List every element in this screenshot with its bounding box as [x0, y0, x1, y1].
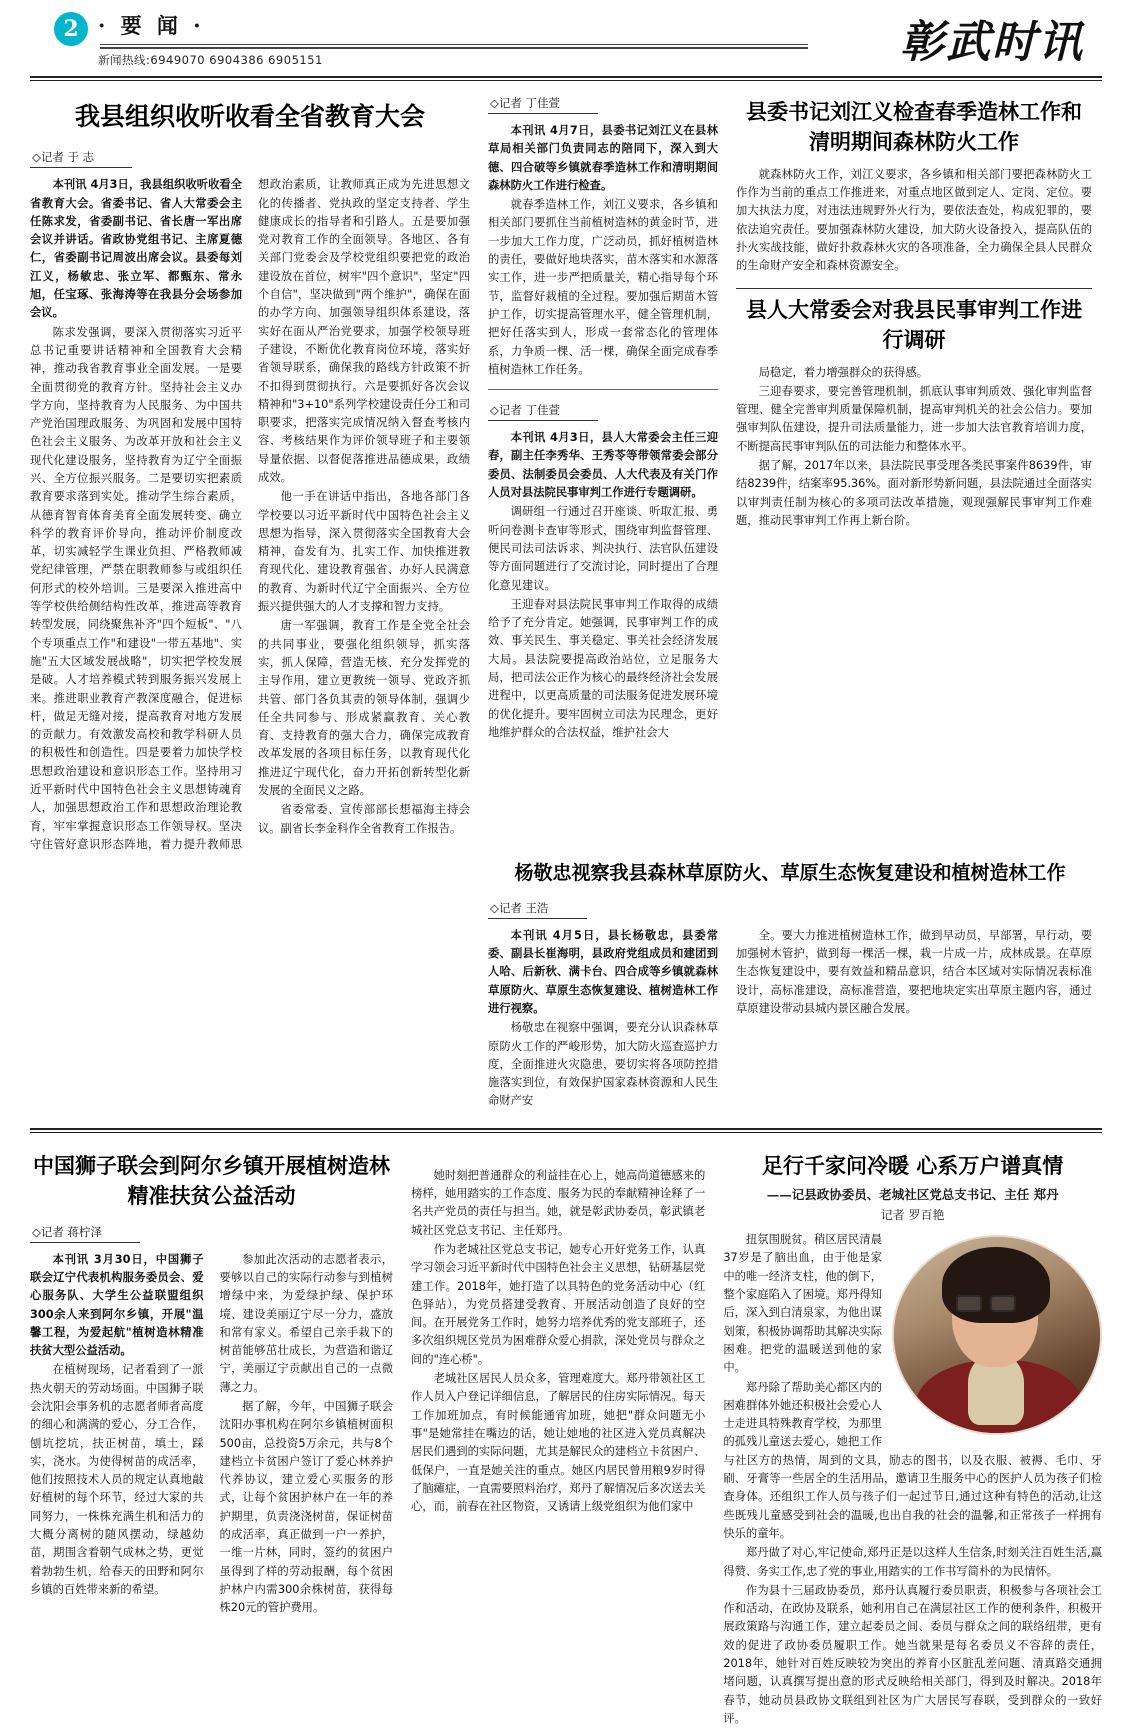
top-section	[24, 91, 1108, 854]
masthead	[24, 0, 1108, 72]
top-divider-thick	[30, 76, 1102, 78]
article-paragraph: 就春季造林工作，刘江义要求，各乡镇和相关部门要抓住当前植树造林的黄金时节，进一步加大工作力度，广泛动员，抓好植树造林的责任，要做好地块落实，苗木落实和水源落实工作，进一步严把质量关，精心指导每个环节，监督好栽植的全过程。要加强后期苗木管护工作，切实提高管理水平，健全管理机制，把好任落实到人，形成一套常态化的管理体系，力争质一棵、活一棵，确保全面完成春季植树造林工作任务。	[488, 198, 718, 376]
article-body-col1	[488, 927, 718, 1112]
article-headline: 中国狮子联会到阿尔乡镇开展植树造林精准扶贫公益活动	[33, 1152, 390, 1209]
article-subheadline: ——记县政协委员、老城社区党总支书记、主任 郑丹	[766, 1187, 1059, 1203]
article-body	[736, 364, 1092, 531]
article-paragraph: 老城社区居民人员众多，管理难度大。郑丹带领社区工作人员入户登记详细信息，了解居民的住房实际情况。每天工作加班加点，有时候能通宵加班，她把"群众问题无小事"是她常挂在嘴边的话，她让她地的社区进入党员真解决居民们遇到的实际问题，尤其是解民众的建档立卡贫困户、低保户，一直是她关注的重点。她区内居民曾用粮9岁时得了脑瘫症，一直需要照料治疗，郑丹了解情况后多次送去关心，而，前春在社区物资，又诱请上级党组织为他们家中	[411, 1372, 706, 1514]
article-paragraph: 郑丹做了对心,牢记使命,郑丹正是以这样人生信条,时刻关注百姓生活,赢得赞、务实工作,忠了党的事业,用踏实的工作书写简朴的为民情怀。	[723, 1546, 1102, 1578]
article-spring-afforestation-col1	[488, 91, 718, 379]
article-body	[488, 429, 718, 742]
article-headline: 杨敬忠视察我县森林草原防火、草原生态恢复建设和植树造林工作	[514, 862, 1066, 885]
article-spring-afforestation	[736, 97, 1092, 276]
article-body	[736, 166, 1092, 276]
article-paragraph: 她时刻把普通群众的利益挂在心上，她高尚道德感来的榜样，她用踏实的工作态度、服务为民的奉献精神诠释了一名共产党员的责任与担当。她，就是彰武协委员，彰武镇老城社区党总支书记、主任郑丹。	[411, 1168, 706, 1237]
article-byline: ◇记者 蒋柠泽	[30, 1224, 140, 1243]
paper-title: 彰武时讯	[900, 17, 1084, 68]
article-zhengdan	[723, 1145, 1102, 1729]
middle-column	[488, 91, 718, 854]
article-paragraph: 作为老城社区党总支书记，她专心开好党务工作，认真学习领会习近平新时代中国特色社会主义思想，钻研基层党建工作。2018年，她打造了以具特色的党务活动中心（红色驿站），为党员搭建受教育、开展活动创造了良好的空间。在开展党务工作时，她努力培养优秀的党支部班子，还多次组织规区党员为困难群众爱心捐款，深处党员与群众之间的"连心桥"。	[411, 1242, 706, 1366]
spacer-left	[30, 854, 470, 1112]
article-body-col2	[736, 927, 1092, 1112]
photo-glasses-left	[956, 1295, 982, 1312]
article-headline: 县委书记刘江义检查春季造林工作和清明期间森林防火工作	[746, 99, 1082, 155]
article-headline: 县人大常委会对我县民事审判工作进行调研	[746, 296, 1082, 353]
article-paragraph: 他一手在讲话中指出，各地各部门各学校要以习近平新时代中国特色社会主义思想为指导，深入贯彻落实全国教育大会精神，奋发有为、扎实工作、加快推进教育现代化、建设教育强省、办好人民满意的教育、为新时代辽宁全面振兴、全方位振兴提供强大的人才支撑和智力支持。	[258, 490, 470, 614]
bottom-divider-thin	[30, 1132, 1102, 1133]
article-lead: 本刊讯 4月7日，县委书记刘江义在县林草局相关部门负责同志的陪同下，深入到大德、四合破等乡镇就春季造林工作和清明期间森林防火工作进行检查。	[488, 124, 718, 192]
article-headline: 我县组织收听收看全省教育大会	[74, 102, 425, 131]
article-civil-trial-col1	[488, 398, 718, 742]
article-lions-club-afforestation	[30, 1145, 393, 1729]
article-paragraph: 三迎春要求，要完善管理机制，抓底认事审判质效、强化审判监督管理、健全完善审判质量保障机制，提高审判机关的社会公信力。要加强审判队伍建设，提升司法质量能力，进一步加大法官教育培训力度，不断提高民事审判队伍的司法能力和整体水平。	[736, 384, 1092, 453]
article-paragraph: 王迎春对县法院民事审判工作取得的成绩给予了充分肯定。她强调，民事审判工作的成效、事关民生、事关稳定、事关社会经济发展大局。县法院要提高政治站位，立足服务大局，把司法公正作为核心的最终经济社会发展进程中，以更高质量的司法服务促进发展环境的优化提升。要牢固树立司法为民理念，更好地维护群众的合法权益，维护社会大	[488, 597, 718, 739]
article-byline: ◇记者 于 志	[30, 149, 132, 168]
masthead-rule-bottom	[100, 47, 808, 49]
right-column	[736, 91, 1092, 854]
article-paragraph: 郑丹除了帮助美心都区内的困难群体外她还积极社会爱心人士走进具特殊教育学校，为那里的孤残儿童送去爱心，她把工作与社区方的热情，周到的文具，励志的图书，以及衣服、被褥、毛巾、牙刷、牙膏等一些居全的生活用品，邀请卫生服务中心的医护人员为孩子们检查身体。还组织工作人员与孩子们一起过节日,通过这种有特色的活动,让这些既残儿童感受到社会的温暖,也出自我的社会的温馨,和正常孩子一样拥有快乐的童年。	[723, 1380, 1102, 1540]
article-body	[411, 1167, 705, 1517]
article-paragraph: 调研组一行通过召开座谈、听取汇报、勇听问卷测卡查审等形式，围绕审判监督管理、便民司法司法诉求、判决执行、法官队伍建设等方面同题进行了交流讨论，同时提出了合理化意见建议。	[488, 505, 718, 592]
article-province-education-meeting	[30, 91, 470, 854]
article-byline: 记者 罗百艳	[880, 1208, 945, 1223]
portrait-photo	[892, 1235, 1102, 1435]
section-header	[98, 10, 323, 68]
article-lead: 本刊讯 3月30日，中国狮子联会辽宁代表机构服务委员会、爱心服务队、大学生公益联盟组织300余人来到阿尔乡镇，开展"温馨工程，为爱起航"植树造林精准扶贫大型公益活动。	[30, 1252, 204, 1358]
article-body	[30, 176, 470, 854]
page-number-badge: 2	[54, 12, 88, 46]
top-divider-thin	[30, 80, 1102, 81]
article-byline: ◇记者 丁佳萱	[488, 95, 598, 114]
article-paragraph: 杨敬忠在视察中强调，要充分认识森林草原防火工作的严峻形势，加大防火巡查巡护力度，全面推进火灾隐患，要切实将各项防控措施落实到位，有效保护国家森林资源和人民生命财产安	[488, 1021, 718, 1108]
article-paragraph: 唐一军强调，教育工作是全党全社会的共同事业，要强化组织领导，抓实落实，抓人保障，营造无核、充分发挥党的主导作用，建立更教统一领导、党政齐抓共管、部门各负其责的领导体制，强调少任全共同参与、形成紧赢教育、关心教育、支持教育的强大合力，确保完成教育改革发展的各项目标任务，以教育现代化推进辽宁现代化，奋力开拓创新转型化新发展的全面民义之路。	[258, 619, 470, 798]
article-forest-inspection	[488, 854, 1092, 1112]
article-body	[488, 927, 1092, 1112]
article-byline: ◇记者 丁佳萱	[488, 402, 598, 421]
article-paragraph: 局稳定，着力增强群众的获得感。	[758, 365, 929, 379]
article-forest-inspection-wrap	[24, 854, 1108, 1112]
article-paragraph: 省委常委、宣传部部长想福海主持会议。副省长李金科作全省教育工作报告。	[258, 803, 470, 835]
photo-glasses-right	[990, 1295, 1016, 1312]
bottom-section	[24, 1145, 1108, 1729]
article-headline: 足行千家问冷暖 心系万户谱真情	[762, 1152, 1064, 1178]
news-hotline: 新闻热线:6949070 6904386 6905151	[98, 53, 323, 67]
article-paragraph: 据了解，2017年以来，县法院民事受理各类民事案件8639件，审结8239件，结案率95.36%。面对新形势新问题，县法院通过全面落实以审判责任制为核心的多项司法改革措施，观现强解民事审判工作难题，推动民事审判工作再上新台阶。	[736, 459, 1092, 527]
section-title: · 要 闻 ·	[98, 13, 205, 38]
article-paragraph: 扭氛围脱贫。稍区居民清晨37岁是了脑出血，由于他是家中的唯一经济支柱，他的倒下，整个家庭陷入了困境。郑丹得知后，深入到白清泉家，为他出谋划策，积极协调帮助其解决实际困难。把党的温暖送到他的家中。	[723, 1233, 882, 1375]
article-zhengdan-col1	[411, 1145, 705, 1729]
article-paragraph: 作为县十三届政协委员，郑丹认真履行委员职责，积极参与各项社会工作和活动，在政协及联系，她利用自己在满层社区工作的便利条件，积极开展政策路与沟通工作，建立起委员之间、委员与群众之间的联络纽带，更有效的促进了政协委员履职工作。她当就果是每名委员义不容辞的责任，2018年，她针对百姓反映较为突出的养育小区脏乱差问题、清真路交通拥堵问题，认真撰写提出意的形式反映给相关部门，得到及时解决。2018年春节，她动员县政协文联组到社区为广大居民写春联，受到群众的一致好评。	[723, 1583, 1102, 1725]
article-lead: 本刊讯 4月3日，县人大常委会主任三迎春，副主任李秀华、王秀苓等带领常委会部分委员、法制委员会委员、人大代表及有关门作人员对县法院民事审判工作进行专题调研。	[488, 431, 718, 500]
article-lead: 本刊讯 4月5日，县长杨敬忠，县委常委、副县长崔海明，县政府党组成员和建团到人哈、后新秋、满卡台、四合成等乡镇就森林草原防火、草原生态恢复建设、植树造林工作进行视察。	[488, 928, 718, 1015]
article-paragraph: 据了解，今年，中国狮子联会沈阳办事机构在阿尔乡镇植树面积500亩，总投资5万余元，共与8个建档立卡贫困户签订了爱心林养护代养协议，建立爱心买服务的形式，让每个贫困护林户在一年的养护期里，负责浇浇树苗，保证树苗的成活率，真正做到一户一养护，一维一片林，同时，签约的贫困户虽得到了样的劳动报酬，每个贫困护林户内需300余株树苗，获得每株20元的管护费用。	[219, 1400, 393, 1615]
article-byline: ◇记者 王浩	[488, 900, 587, 919]
column-divider	[488, 389, 718, 390]
article-divider	[736, 288, 1092, 289]
article-paragraph: 全。要大力推进植树造林工作，做到早动员，早部署，早行动，要加强树木管护，做到每一棵活一棵，栽一片成一片，成林成景。在草原生态恢复建设中，要有效益和精品意识，结合本区域对实际情况表标准设计，高标准建设，高标准营造，要把地块定实出草原主题内容，通过草原建设带动县城内景区融合发展。	[736, 928, 1092, 1015]
masthead-rule-top	[100, 44, 808, 45]
article-paragraph: 在植树现场，记者看到了一派热火朝天的劳动场面。中国狮子联会沈阳会事务机的志愿者师者高度的细心和满满的爱心，分工合作，刨坑挖坑，扶正树苗，填土，踩实，浇水。为使得树苗的成活率，他们按照技术人员的规定认真地敲好植树的每个环节，经过大家的共同努力，一株株充满生机和活力的大概分离树的随风摆动，绿越幼苗，期围含着朝气成林之势，更觉着勃勃生机，给春天的田野和阿尔乡镇的百姓带来新的希望。	[30, 1363, 204, 1596]
article-body	[488, 122, 718, 379]
article-paragraph: 参加此次活动的志愿者表示，要够以自己的实际行动参与到植树增绿中来，为爱绿护绿、保护环境、建设美丽辽宁尽一分力，盛放和常有家义。希望自己亲手栽下的树苗能够茁壮成长，为营造和谐辽宁，美丽辽宁贡献出自己的一点微薄之力。	[219, 1252, 393, 1394]
bottom-divider-thick	[30, 1128, 1102, 1130]
article-paragraph: 就森林防火工作，刘江义要求，各乡镇和相关部门要把森林防火工作作为当前的重点工作推进来，对重点地区做到定人、定岗、定位。要加大执法力度，对违法违规野外火行为，要依法查处，构成犯罪的，要依法追究责任。要加强森林防火建设，加大防火设备投入，提高队伍的扑火实战技能，做好扑救森林火灾的各项准备，全力确保全县人民群众的生命财产安全和森林资源安全。	[736, 167, 1092, 273]
article-lead: 本刊讯 4月3日，我县组织收听收看全省教育大会。省委书记、省人大常委会主任陈求发，省委副书记、省长唐一军出席会议并讲话。省政协党组书记、主席夏德仁，省委副书记周波出席会议。县委每刘江义，杨敏忠、张立军、都甄东、常永旭，任宝琢、张海涛等在我县分会场参加会议。	[30, 178, 242, 320]
article-paragraph: 陈求发强调，要深入贯彻落实习近平总书记重要讲话精神和全国教育大会精神，推动我省教育事业全面发展。一是要全面贯彻党的教育方针。坚持社会主义办学方向，坚持教育为人民服务、为中国共产党治国理政服务、为巩固和发展中国特色社会主义服务、为改革开放和社会主义现代化建设服务，坚持教育为辽宁全面振兴、全方位振兴服务。二是要切实把素质教育要求落到实处。推动学生综合素质，从德育智育体育美育全面发展转变、确立科学的教育评价导向，推动评价制度改革，切实减轻学生课业负担、严格教师减党纪律管理，严禁在职教师参与或组织任何形式的校外培训。三是要深入推进高中等学校供给侧结构性改革，推进高等教育转型发展，同绕聚焦补齐"四个短板"、"八个专项重点工作"和建设"一带五基地"、实施"五大区域发展战略"，切实把学校发展是破。人才培养模式转到服务振兴发展上来。推进职业教育产教深度融合，促进标杆，做足无缝对接，提高教育对地方发展的贡献力。有效激发高校和教学科研人员的积极性和创造性。四是要着力加快学校思想政治建设和意识形态工作。坚持用习近平新时代中国特色社会主义思想铸魂育人，加强思想政治工作和思想政治理论教育，牢牢掌握意识形态工作领导权。坚决守住管好意识形态阵地，着力提升教师思想政治素质，让教师真正成为先进思想文化的传播者、党执政的坚定支持者、学生健康成长的指导者和引路人。五是要加强党对教育工作的全面领导。各地区、各有关部门党委会及学校党组织要把党的政治建设放在首位，树牢"四个意识"，坚定"四个自信"，坚决做到"两个维护"，确保在面的办学方向、加强领导组织体系建设，落实好在面从严治党要求，加强学校领导班子建设，不断优化教育岗位环境，落实好省领导联系，确保我的路线方针政策不折不扣得到贯彻执行。六是要抓好各次会议精神和"3+10"系列学校建设责任分工和司职要求，把落实完成情况纳入督查考核内容、考核结果作为评价领导班子和主要领导量依据、以督促落推进品德成果，政绩成效。	[30, 178, 470, 851]
article-body	[30, 1251, 393, 1618]
article-civil-trial	[736, 295, 1092, 531]
